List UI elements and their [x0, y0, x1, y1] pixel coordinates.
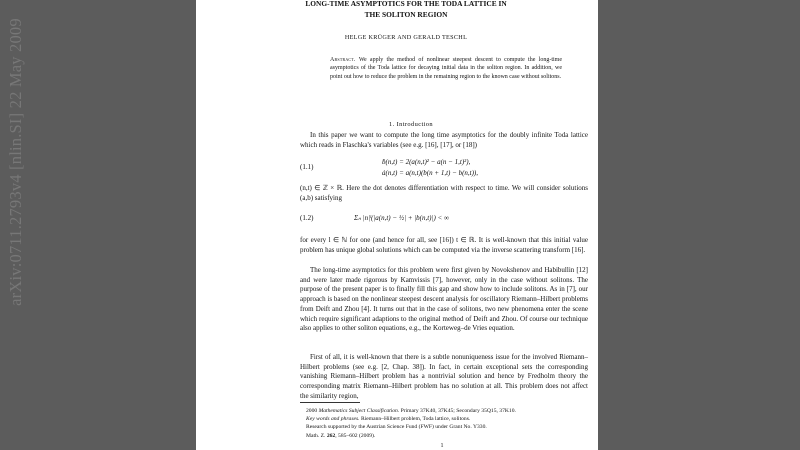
page-number: 1	[440, 443, 444, 449]
title-line-2: THE SOLITON REGION	[364, 10, 448, 19]
abstract-label: Abstract.	[330, 57, 356, 63]
abstract	[330, 56, 562, 81]
equation-2-number: (1.2)	[300, 214, 314, 222]
paper-title	[296, 0, 516, 20]
paragraph-5: First of all, it is well-known that there is a subtle nonuniqueness issue for the involved Riemann–Hilbert problems (see e.g. [2, Chap. 38]). In fact, in certain exceptional sets the corresponding vanishing Riemann–Hilbert problem has a nontrivial solution and hence by Fredholm theory the corresponding matrix Riemann–Hilbert problem has no solution at all. This problem does not affect the similarity region,	[300, 353, 588, 400]
paragraph-2: (n,t) ∈ ℤ × ℝ. Here the dot denotes differentiation with respect to time. We will consider solutions (a,b) satisfying	[300, 184, 588, 202]
footnote-keywords: Key words and phrases. Riemann–Hilbert problem, Toda lattice, solitons.	[306, 416, 471, 423]
abstract-text: We apply the method of nonlinear steepest descent to compute the long-time asymptotics of the Toda lattice for decaying initial data in the soliton region. In addition, we point out how to reduce the problem in the remaining region to the known case without solitons.	[330, 57, 562, 80]
equation-2: Σₙ |n|ˡ(|a(n,t) − ½| + |b(n,t)|) < ∞	[354, 214, 449, 222]
equation-1-line-1: ḃ(n,t) = 2(a(n,t)² − a(n − 1,t)²),	[382, 158, 471, 166]
footnote-msc: 2000 Mathematics Subject Classification. Primary 37K40, 37K45; Secondary 35Q15, 37K10.	[306, 408, 516, 414]
paragraph-4: The long-time asymptotics for this problem were first given by Novokshenov and Habibullin [12] and were later made rigorous by Kamvissis [7], however, only in the case without solitons. The purpose of the present paper is to finally fill this gap and show how to include solitons. As in [7], our approach is based on the nonlinear steepest descent analysis for oscillatory Riemann–Hilbert problems from Deift and Zhou [4]. It turns out that in the case of solitons, two new phenomena enter the scene which require significant adaptions to the original method of Deift and Zhou. Of course our technique also applies to other soliton equations, e.g., the Korteweg–de Vries equation.	[300, 266, 588, 333]
footnotes	[300, 407, 590, 440]
paragraph-1: In this paper we want to compute the long time asymptotics for the doubly infinite Toda lattice which reads in Flaschka's variables (see e.g. [16], [17], or [18])	[300, 131, 588, 149]
footnote-funding: Research supported by the Austrian Science Fund (FWF) under Grant No. Y330.	[306, 424, 487, 431]
equation-1-number: (1.1)	[300, 163, 314, 171]
footnote-journal: Math. Z. 262, 585–602 (2009).	[306, 432, 376, 439]
paragraph-3: for every l ∈ ℕ for one (and hence for all, see [16]) t ∈ ℝ. It is well-known that this initial value problem has unique global solutions which can be computed via the inverse scattering transform [16].	[300, 236, 588, 254]
footnote-rule	[300, 402, 360, 403]
equation-1-line-2: ȧ(n,t) = a(n,t)(b(n + 1,t) − b(n,t)),	[382, 169, 479, 177]
title-line-1: LONG-TIME ASYMPTOTICS FOR THE TODA LATTICE IN	[305, 0, 507, 8]
section-heading: 1. Introduction	[389, 121, 433, 128]
authors: HELGE KRÜGER AND GERALD TESCHL	[344, 34, 468, 41]
arxiv-identifier: arXiv:0711.2793v4 [nlin.SI] 22 May 2009	[6, 18, 25, 306]
paper-page	[196, 0, 598, 450]
